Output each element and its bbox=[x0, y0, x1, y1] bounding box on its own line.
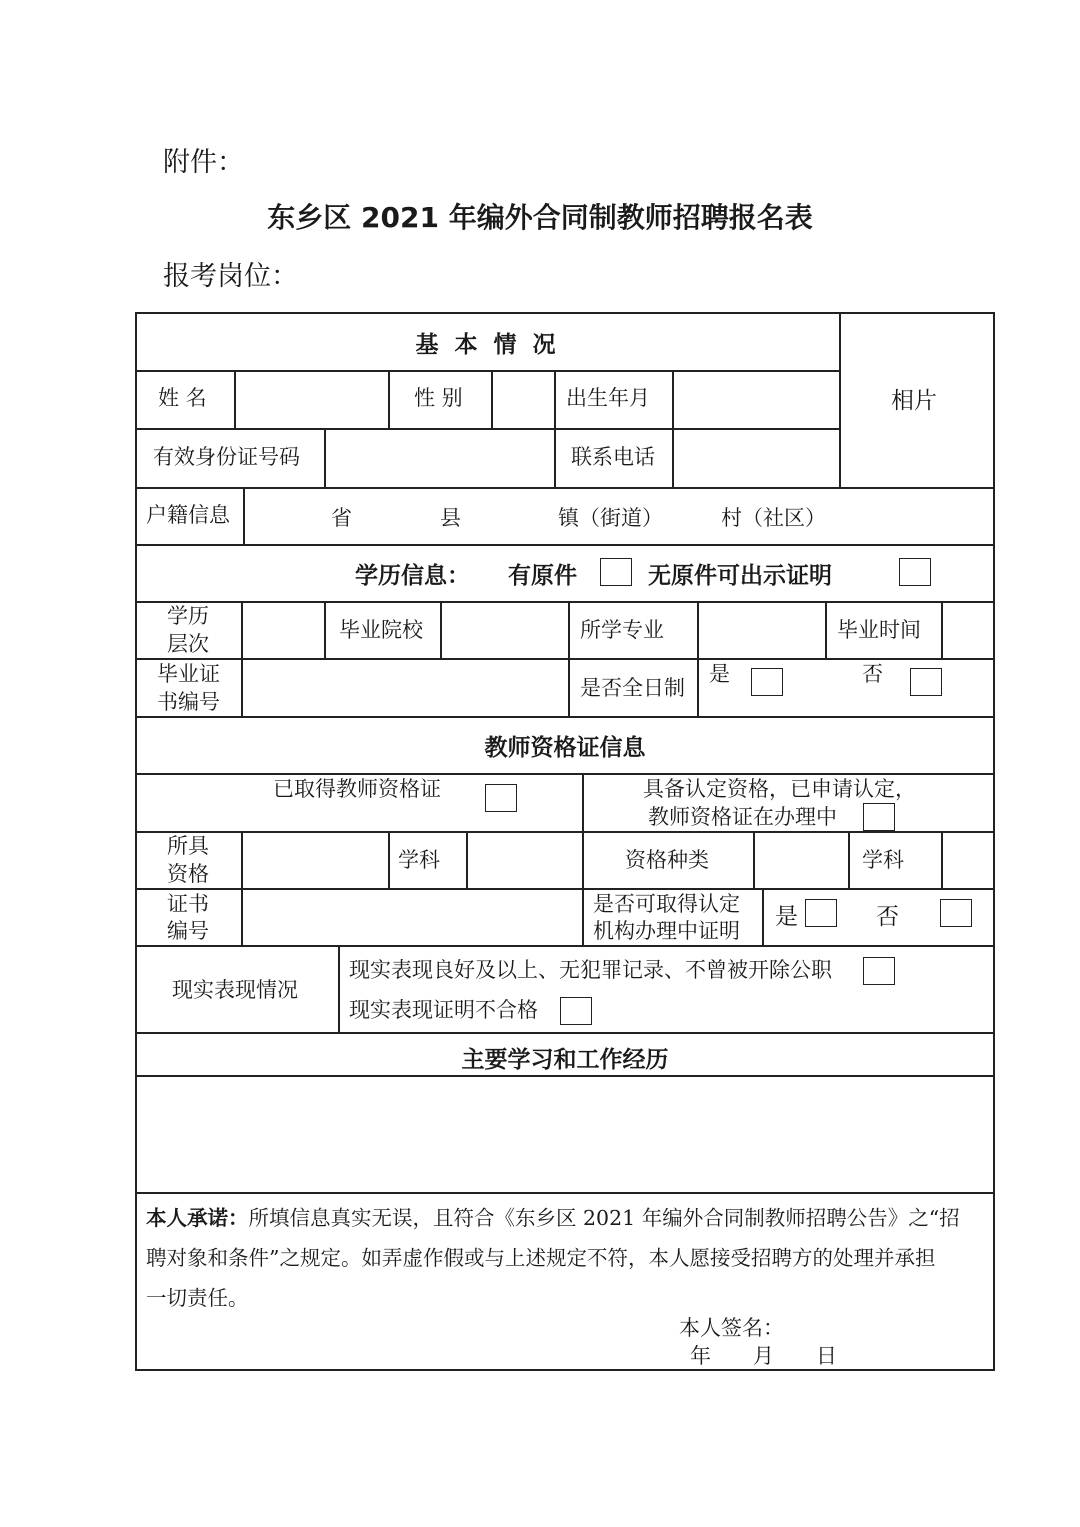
education-heading: 学历信息： bbox=[355, 562, 470, 589]
town-label: 镇（街道） bbox=[558, 506, 663, 530]
school-field[interactable] bbox=[442, 603, 566, 656]
position-field[interactable] bbox=[292, 282, 472, 284]
pledge-line-2: 聘对象和条件”之规定。如弄虚作假或与上述规定不符，本人愿接受招聘方的处理并承担 bbox=[146, 1246, 936, 1270]
proof-label-1: 是否可取得认定 bbox=[593, 892, 740, 916]
cert-pending-checkbox[interactable] bbox=[863, 803, 895, 831]
cert-obtained-checkbox[interactable] bbox=[485, 784, 517, 812]
birth-label: 出生年月 bbox=[566, 386, 650, 410]
attachment-label: 附件： bbox=[163, 147, 244, 178]
id-number-label: 有效身份证号码 bbox=[153, 445, 300, 469]
id-number-field[interactable] bbox=[326, 430, 552, 486]
proof-yes-label: 是 bbox=[775, 904, 798, 930]
teacher-cert-heading: 教师资格证信息 bbox=[484, 734, 646, 761]
name-label: 姓 名 bbox=[158, 386, 207, 410]
subject-label: 学科 bbox=[398, 848, 440, 872]
basic-info-heading: 基 本 情 况 bbox=[415, 331, 560, 358]
performance-bad-checkbox[interactable] bbox=[560, 997, 592, 1025]
birth-field[interactable] bbox=[674, 372, 837, 426]
history-heading: 主要学习和工作经历 bbox=[461, 1046, 669, 1073]
cert-number-label-2: 编号 bbox=[167, 919, 209, 943]
edu-level-label-1: 学历 bbox=[167, 604, 209, 628]
qual-type-field[interactable] bbox=[755, 833, 846, 886]
fulltime-label: 是否全日制 bbox=[580, 676, 685, 700]
fulltime-yes-checkbox[interactable] bbox=[751, 668, 783, 696]
major-field[interactable] bbox=[699, 603, 823, 656]
pledge-text bbox=[146, 1198, 991, 1318]
fulltime-yes-label: 是 bbox=[709, 662, 730, 686]
fulltime-no-label: 否 bbox=[862, 662, 883, 686]
qualification-label-2: 资格 bbox=[167, 862, 209, 886]
subject-field[interactable] bbox=[468, 833, 580, 886]
household-label: 户籍信息 bbox=[146, 503, 230, 527]
performance-label: 现实表现情况 bbox=[172, 978, 298, 1002]
cert-pending-label-2: 教师资格证在办理中 bbox=[648, 805, 837, 829]
fulltime-no-checkbox[interactable] bbox=[910, 668, 942, 696]
grad-time-label: 毕业时间 bbox=[837, 618, 921, 642]
has-original-checkbox[interactable] bbox=[600, 558, 632, 586]
proof-no-checkbox[interactable] bbox=[940, 899, 972, 927]
village-label: 村（社区） bbox=[721, 506, 826, 530]
grad-cert-field[interactable] bbox=[243, 660, 566, 714]
has-original-label: 有原件 bbox=[508, 562, 577, 589]
position-label: 报考岗位： bbox=[163, 261, 298, 292]
signature-label: 本人签名： bbox=[679, 1316, 784, 1340]
pledge-line-1: 所填信息真实无误，且符合《东乡区 2021 年编外合同制教师招聘公告》之“招 bbox=[248, 1206, 960, 1230]
qual-type-label: 资格种类 bbox=[625, 848, 709, 872]
proof-no-label: 否 bbox=[876, 904, 899, 930]
no-original-checkbox[interactable] bbox=[899, 558, 931, 586]
major-label: 所学专业 bbox=[580, 618, 664, 642]
phone-label: 联系电话 bbox=[571, 445, 655, 469]
cert-obtained-label: 已取得教师资格证 bbox=[273, 777, 441, 801]
photo-area[interactable] bbox=[841, 314, 992, 486]
qualification-field[interactable] bbox=[243, 833, 386, 886]
subject2-label: 学科 bbox=[862, 848, 904, 872]
phone-field[interactable] bbox=[674, 430, 837, 486]
performance-good-label: 现实表现良好及以上、无犯罪记录、不曾被开除公职 bbox=[349, 958, 832, 982]
cert-number-label-1: 证书 bbox=[167, 892, 209, 916]
no-original-label: 无原件可出示证明 bbox=[648, 562, 832, 589]
pledge-line-3: 一切责任。 bbox=[146, 1286, 249, 1310]
date-label: 年 月 日 bbox=[690, 1344, 837, 1368]
school-label: 毕业院校 bbox=[339, 618, 423, 642]
performance-bad-label: 现实表现证明不合格 bbox=[349, 998, 538, 1022]
pledge-lead: 本人承诺： bbox=[146, 1206, 249, 1230]
gender-field[interactable] bbox=[493, 372, 552, 426]
history-field[interactable] bbox=[137, 1077, 992, 1190]
qualification-label-1: 所具 bbox=[167, 834, 209, 858]
province-label: 省 bbox=[331, 506, 352, 530]
proof-yes-checkbox[interactable] bbox=[805, 899, 837, 927]
grad-cert-label-1: 毕业证 bbox=[157, 662, 220, 686]
performance-good-checkbox[interactable] bbox=[863, 957, 895, 985]
edu-level-label-2: 层次 bbox=[167, 632, 209, 656]
proof-label-2: 机构办理中证明 bbox=[593, 919, 740, 943]
cert-pending-label-1: 具备认定资格，已申请认定， bbox=[643, 777, 916, 801]
county-label: 县 bbox=[440, 506, 461, 530]
grad-cert-label-2: 书编号 bbox=[157, 690, 220, 714]
photo-label: 相片 bbox=[891, 388, 937, 414]
gender-label: 性 别 bbox=[414, 386, 463, 410]
form-title: 东乡区 2021 年编外合同制教师招聘报名表 bbox=[267, 201, 813, 234]
name-field[interactable] bbox=[236, 372, 386, 426]
cert-number-field[interactable] bbox=[243, 890, 580, 943]
